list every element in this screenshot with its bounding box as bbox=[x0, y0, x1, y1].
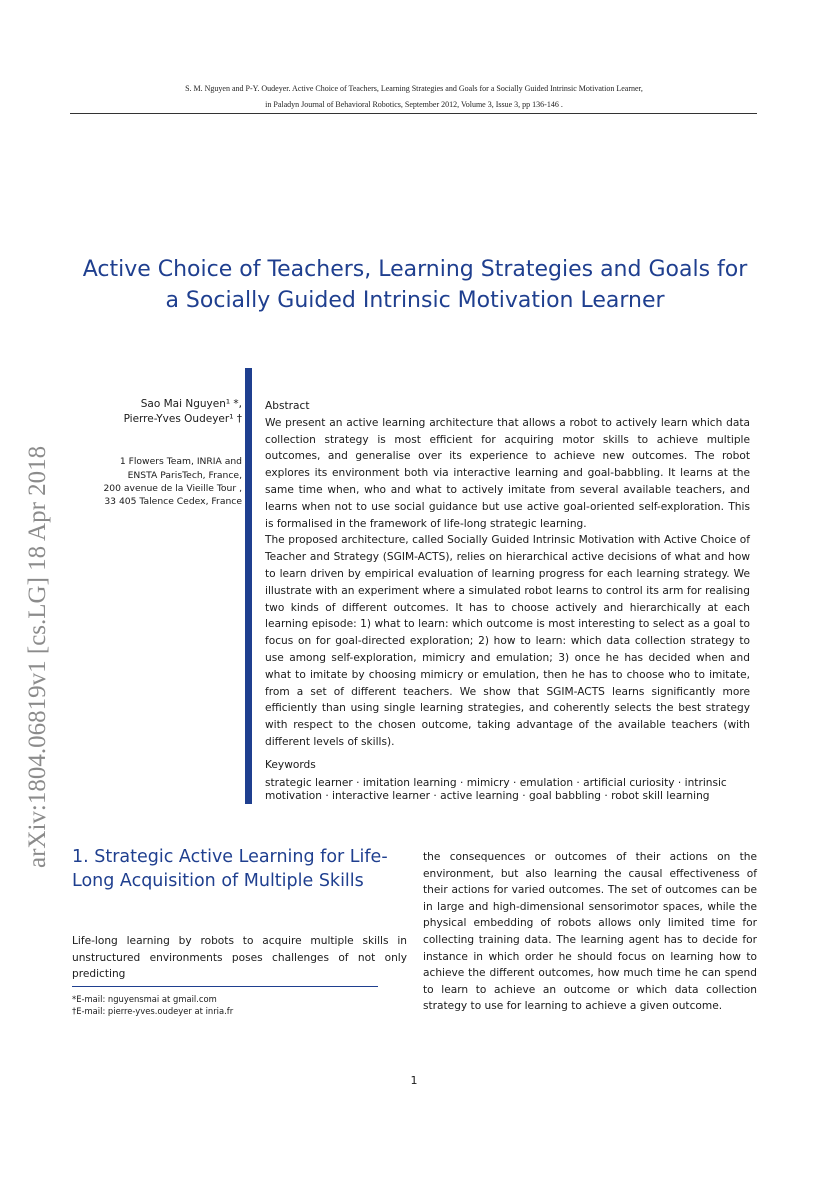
keywords bbox=[265, 759, 755, 804]
running-header-line-2: in Paladyn Journal of Behavioral Robotics, September 2012, Volume 3, Issue 3, pp 136-146 . bbox=[265, 100, 563, 109]
running-header-line-1: S. M. Nguyen and P-Y. Oudeyer. Active Choice of Teachers, Learning Strategies and Goals for a Socially Guided Intrinsic Motivation Learner, bbox=[185, 84, 643, 93]
header-rule bbox=[70, 113, 757, 114]
abstract-paragraph-1: We present an active learning architecture that allows a robot to actively learn which data collection strategy is most efficient for acquiring motor skills to achieve multiple outcomes, and generalise over its experience to achieve new outcomes. The robot explores its environment both via interactive learning and goal-babbling. It learns at the same time when, who and what to actively imitate from several available teachers, and learns when not to use social guidance but use active goal-oriented self-exploration. This is formalised in the framework of life-long strategic learning. bbox=[265, 416, 750, 530]
arxiv-watermark: arXiv:1804.06819v1 [cs.LG] 18 Apr 2018 bbox=[24, 445, 51, 868]
section-heading-line-1: 1. Strategic Active Learning for Life- bbox=[72, 847, 388, 867]
footnote-1: *E-mail: nguyensmai at gmail.com bbox=[72, 994, 217, 1004]
abstract-paragraph-2: The proposed architecture, called Socially Guided Intrinsic Motivation with Active Choice of Teacher and Strategy (SGIM-ACTS), relies on hierarchical active decisions of what and how to learn driven by empirical evaluation of learning progress for each learning strategy. We illustrate with an experiment where a simulated robot learns to control its arm for realising two kinds of different outcomes. It has to choose actively and hierarchically at each learning episode: 1) what to learn: which outcome is most interesting to select as a goal to focus on for goal-directed exploration; 2) how to learn: which data collection strategy to use among self-exploration, mimicry and emulation; 3) once he has decided when and what to imitate by choosing mimicry or emulation, then he has to choose who to imitate, from a set of different teachers. We show that SGIM-ACTS learns significantly more efficiently than using single learning strategies, and coherently selects the best strategy with respect to the chosen outcome, taking advantage of the available teachers (with different levels of skills). bbox=[265, 534, 750, 748]
body-right-column bbox=[423, 849, 757, 1015]
affiliation-line-3: 200 avenue de la Vieille Tour , bbox=[103, 483, 242, 494]
section-heading bbox=[72, 845, 412, 893]
abstract-heading: Abstract bbox=[265, 400, 310, 412]
affiliation-line-1: 1 Flowers Team, INRIA and bbox=[119, 456, 242, 467]
affiliation-line-2: ENSTA ParisTech, France, bbox=[127, 470, 242, 481]
footnote-2: †E-mail: pierre-yves.oudeyer at inria.fr bbox=[72, 1006, 234, 1016]
abstract bbox=[265, 398, 750, 751]
paper-title bbox=[60, 254, 770, 316]
author-1: Sao Mai Nguyen¹ *, bbox=[140, 398, 242, 410]
author-2: Pierre-Yves Oudeyer¹ † bbox=[123, 413, 242, 425]
body-left-column bbox=[72, 933, 407, 983]
title-line-2: a Socially Guided Intrinsic Motivation Learner bbox=[165, 288, 665, 313]
affiliation-line-4: 33 405 Talence Cedex, France bbox=[104, 496, 242, 507]
section-heading-line-2: Long Acquisition of Multiple Skills bbox=[72, 871, 364, 891]
title-line-1: Active Choice of Teachers, Learning Strategies and Goals for bbox=[82, 257, 748, 282]
abstract-accent-bar bbox=[245, 368, 252, 804]
body-left-paragraph: Life-long learning by robots to acquire multiple skills in unstructured environments poses challenges of not only predicting bbox=[72, 935, 407, 981]
footnote-rule bbox=[72, 986, 378, 987]
page-number: 1 bbox=[410, 1074, 418, 1087]
body-right-paragraph: the consequences or outcomes of their actions on the environment, but also learning the causal effectiveness of their actions for varied outcomes. The set of outcomes can be in large and high-dimensional sensorimotor spaces, while the physical embedding of robots allows only limited time for collecting training data. The learning agent has to decide for instance in which order he should focus on learning how to achieve the different outcomes, how much time he can spend to learn to achieve an outcome or which data collection strategy to use for learning to achieve a given outcome. bbox=[423, 851, 757, 1013]
keywords-heading: Keywords bbox=[265, 759, 316, 771]
footnotes bbox=[72, 993, 233, 1017]
keywords-line-1: strategic learner · imitation learning · mimicry · emulation · artificial curiosity · intrinsic bbox=[265, 776, 727, 789]
keywords-line-2: motivation · interactive learner · active learning · goal babbling · robot skill learning bbox=[265, 790, 710, 802]
